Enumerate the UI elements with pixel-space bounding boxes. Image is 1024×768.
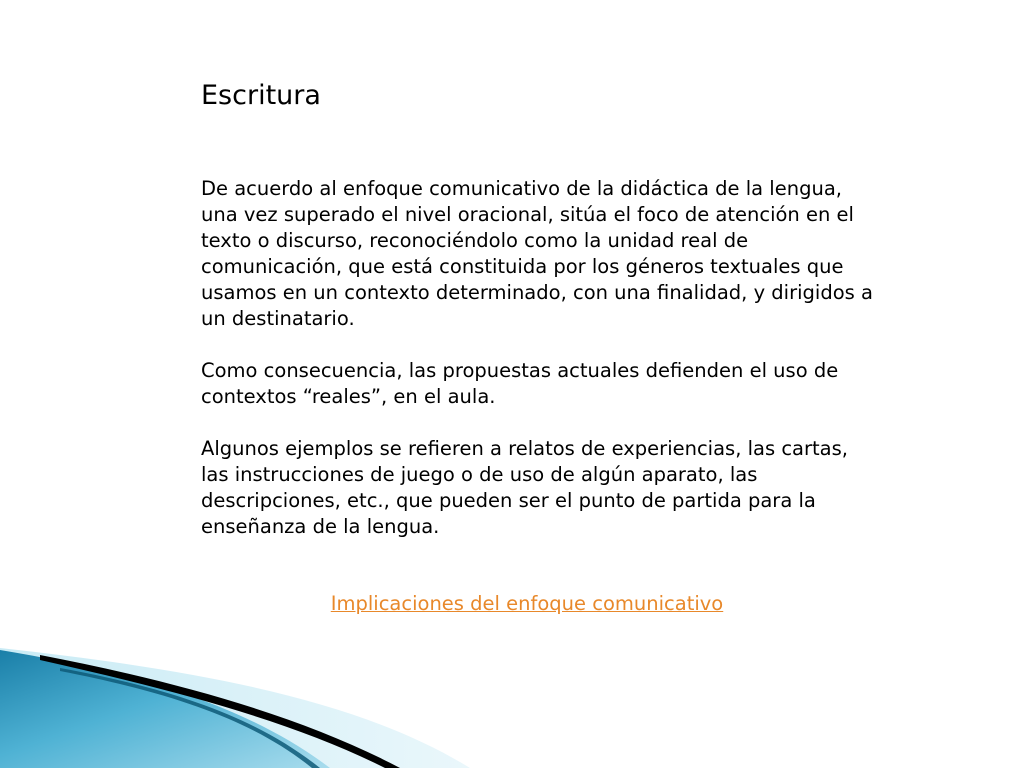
- paragraph-1: De acuerdo al enfoque comunicativo de la didáctica de la lengua, una vez superado el nivel oracional, sitúa el foco de atención en el texto o discurso, reconociéndolo como la unidad real de comunicación, que está constituida por los géneros textuales que usamos en un contexto determinado, con una finalidad, y dirigidos a un destinatario.: [201, 177, 873, 330]
- wave-blue-band: [0, 650, 330, 768]
- link-container: [0, 591, 1024, 617]
- wave-black-stripe: [40, 655, 400, 768]
- slide-body: [201, 176, 881, 540]
- wave-light-band: [0, 648, 470, 768]
- implicaciones-link[interactable]: Implicaciones del enfoque comunicativo: [330, 592, 724, 615]
- paragraph-3: Algunos ejemplos se refieren a relatos de experiencias, las cartas, las instrucciones de juego o de uso de algún aparato, las descripciones, etc., que pueden ser el punto de partida para la enseñanza de la lengua.: [201, 437, 848, 538]
- slide-title: Escritura: [201, 80, 321, 111]
- paragraph-2: Como consecuencia, las propuestas actuales defienden el uso de contextos “reales”, en el aula.: [201, 359, 839, 408]
- wave-thin-stripe: [60, 668, 320, 768]
